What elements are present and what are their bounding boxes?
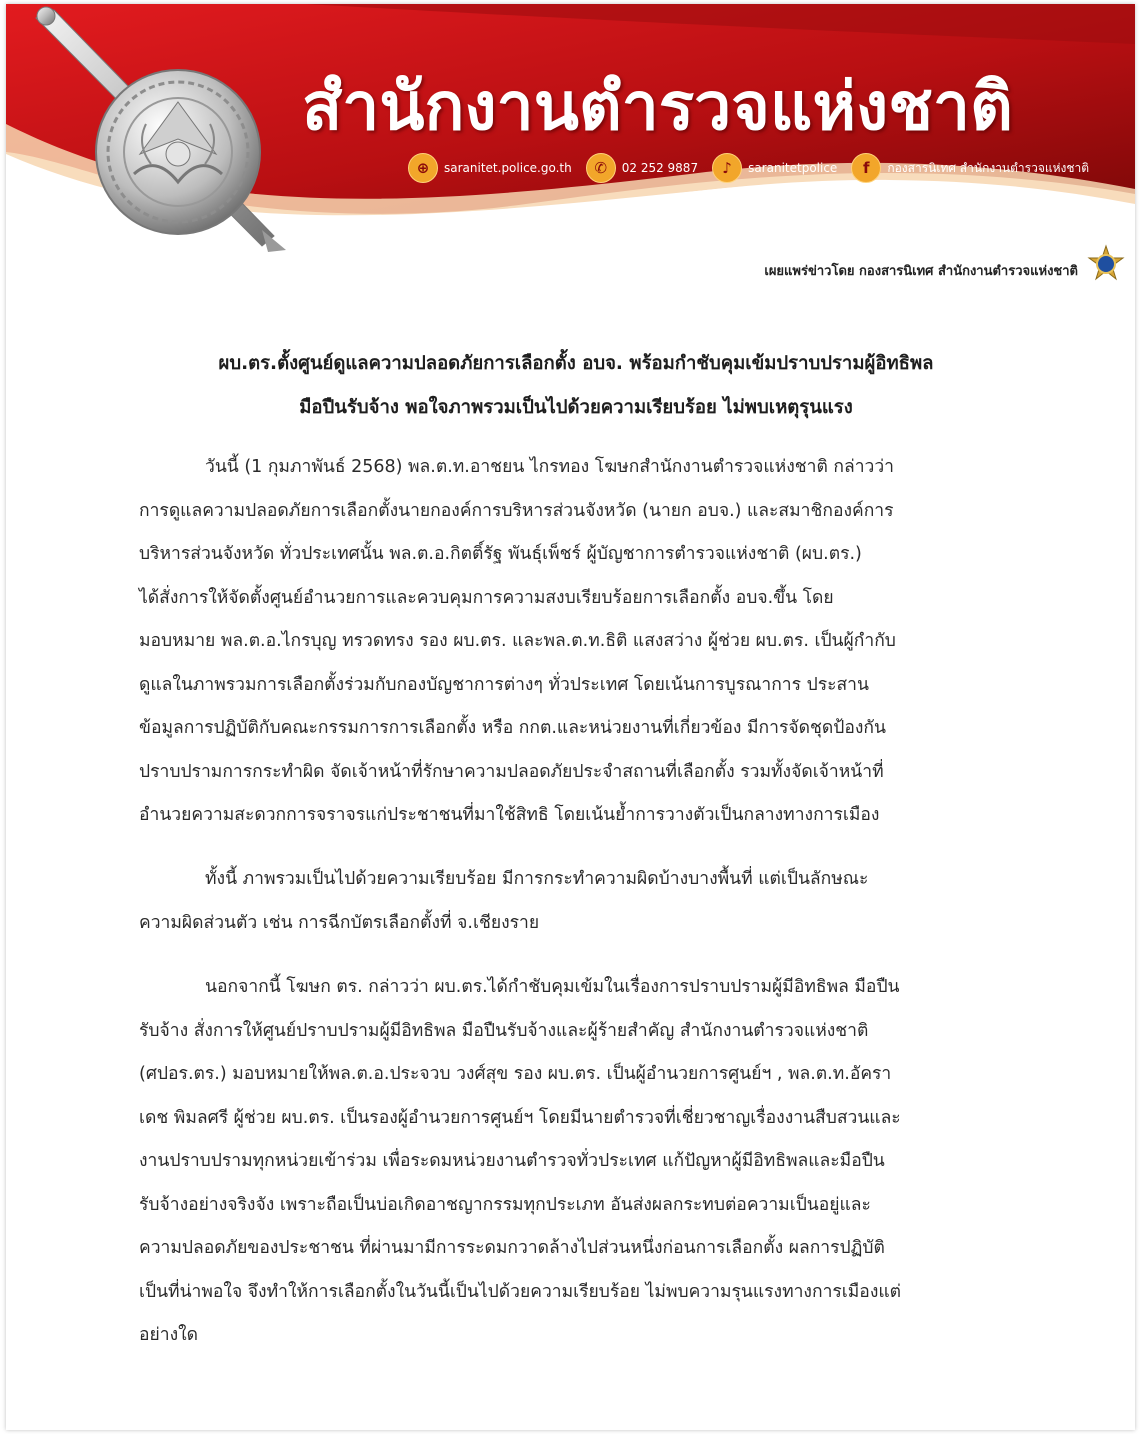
contact-tiktok-text: saranitetpolice <box>748 161 838 175</box>
facebook-icon: f <box>851 153 881 183</box>
text-line: ดูแลในภาพรวมการเลือกตั้งร่วมกับกองบัญชาการต่างๆ ทั่วประเทศ โดยเน้นการบูรณาการ ประสาน <box>139 674 869 695</box>
text-line: เป็นที่น่าพอใจ จึงทำให้การเลือกตั้งในวันนี้เป็นไปด้วยความเรียบร้อย ไม่พบความรุนแรงทางการเมืองแต่ <box>139 1281 902 1302</box>
text-line: รับจ้างอย่างจริงจัง เพราะถือเป็นบ่อเกิดอาชญากรรมทุกประเภท อันส่งผลกระทบต่อความเป็นอยู่และ <box>139 1194 871 1215</box>
text-line: เดช พิมลศรี ผู้ช่วย ผบ.ตร. เป็นรองผู้อำนวยการศูนย์ฯ โดยมีนายตำรวจที่เชี่ยวชาญเรื่องงานสืบสวนและ <box>139 1107 901 1128</box>
text-line: ความผิดส่วนตัว เช่น การฉีกบัตรเลือกตั้งที่ จ.เชียงราย <box>139 912 540 933</box>
text-line: การดูแลความปลอดภัยการเลือกตั้งนายกองค์การบริหารส่วนจังหวัด (นายก อบจ.) และสมาชิกองค์การ <box>139 500 894 521</box>
text-line: ความปลอดภัยของประชาชน ที่ผ่านมามีการระดมกวาดล้างไปส่วนหนึ่งก่อนการเลือกตั้ง ผลการปฏิบัติ <box>139 1238 885 1258</box>
contact-bar <box>408 151 1097 185</box>
text-line: ได้สั่งการให้จัดตั้งศูนย์อำนวยการและควบคุมการความสงบเรียบร้อยการเลือกตั้ง อบจ.ขึ้น โดย <box>139 587 834 608</box>
text-line: (ศปอร.ตร.) มอบหมายให้พล.ต.อ.ประจวบ วงศ์สุข รอง ผบ.ตร. เป็นผู้อำนวยการศูนย์ฯ , พล.ต.ท.อัครา <box>139 1064 892 1084</box>
contact-website-text: saranitet.police.go.th <box>444 161 572 175</box>
news-headline <box>136 342 1016 430</box>
text-line: อย่างใด <box>139 1325 199 1345</box>
text-line: วันนี้ (1 กุมภาพันธ์ 2568) พล.ต.ท.อาชยน ไกรทอง โฆษกสำนักงานตำรวจแห่งชาติ กล่าวว่า <box>205 457 895 477</box>
contact-facebook[interactable] <box>851 153 1089 183</box>
globe-icon: ⊕ <box>408 153 438 183</box>
text-line: บริหารส่วนจังหวัด ทั่วประเทศนั้น พล.ต.อ.กิตติ์รัฐ พันธุ์เพ็ชร์ ผู้บัญชาการตำรวจแห่งชาติ (ผบ.ตร.) <box>139 544 862 564</box>
paragraph-1 <box>139 446 1023 838</box>
text-line: รับจ้าง สั่งการให้ศูนย์ปราบปรามผู้มีอิทธิพล มือปืนรับจ้างและผู้ร้ายสำคัญ สำนักงานตำรวจแห่งชาติ <box>139 1020 869 1041</box>
tiktok-icon: ♪ <box>712 153 742 183</box>
paragraph-2 <box>139 858 1023 945</box>
phone-icon: ✆ <box>586 153 616 183</box>
text-line: ทั้งนี้ ภาพรวมเป็นไปด้วยความเรียบร้อย มีการกระทำความผิดบ้างบางพื้นที่ แต่เป็นลักษณะ <box>205 869 869 889</box>
paragraph-3 <box>139 966 1023 1358</box>
headline-line: ผบ.ตร.ตั้งศูนย์ดูแลความปลอดภัยการเลือกตั้ง อบจ. พร้อมกำชับคุมเข้มปราบปรามผู้อิทธิพล <box>218 353 934 374</box>
contact-tiktok[interactable] <box>712 153 837 183</box>
contact-phone-text: 02 252 9887 <box>621 161 699 175</box>
text-line: ข้อมูลการปฏิบัติกับคณะกรรมการการเลือกตั้ง หรือ กกต.และหน่วยงานที่เกี่ยวข้อง มีการจัดชุดป้องกัน <box>139 718 886 738</box>
text-line: มอบหมาย พล.ต.อ.ไกรบุญ ทรวดทรง รอง ผบ.ตร. และพล.ต.ท.ธิติ แสงสว่าง ผู้ช่วย ผบ.ตร. เป็นผู้กำกับ <box>139 631 896 651</box>
police-emblem-icon <box>96 70 260 234</box>
contact-facebook-text: กองสารนิเทศ สำนักงานตำรวจแห่งชาติ <box>887 160 1090 175</box>
header-banner <box>6 4 1135 254</box>
text-line: งานปราบปรามทุกหน่วยเข้าร่วม เพื่อระดมหน่วยงานตำรวจทั่วประเทศ แก้ปัญหาผู้มีอิทธิพลและมือปืน <box>139 1151 885 1171</box>
publisher-line: เผยแพร่ข่าวโดย กองสารนิเทศ สำนักงานตำรวจแห่งชาติ <box>764 264 1078 279</box>
headline-line: มือปืนรับจ้าง พอใจภาพรวมเป็นไปด้วยความเรียบร้อย ไม่พบเหตุรุนแรง <box>299 397 853 418</box>
contact-phone[interactable] <box>586 153 698 183</box>
text-line: นอกจากนี้ โฆษก ตร. กล่าวว่า ผบ.ตร.ได้กำชับคุมเข้มในเรื่องการปราบปรามผู้มีอิทธิพล มือปืน <box>205 977 900 997</box>
text-line: อำนวยความสะดวกการจราจรแก่ประชาชนที่มาใช้สิทธิ โดยเน้นย้ำการวางตัวเป็นกลางทางการเมือง <box>139 805 880 825</box>
contact-website[interactable] <box>408 153 572 183</box>
police-badge-icon <box>1086 244 1126 284</box>
text-line: ปราบปรามการกระทำผิด จัดเจ้าหน้าที่รักษาความปลอดภัยประจำสถานที่เลือกตั้ง รวมทั้งจัดเจ้าหน้าที่ <box>139 761 884 782</box>
document-page <box>6 4 1135 1430</box>
organization-title: สำนักงานตำรวจแห่งชาติ <box>302 68 1013 145</box>
